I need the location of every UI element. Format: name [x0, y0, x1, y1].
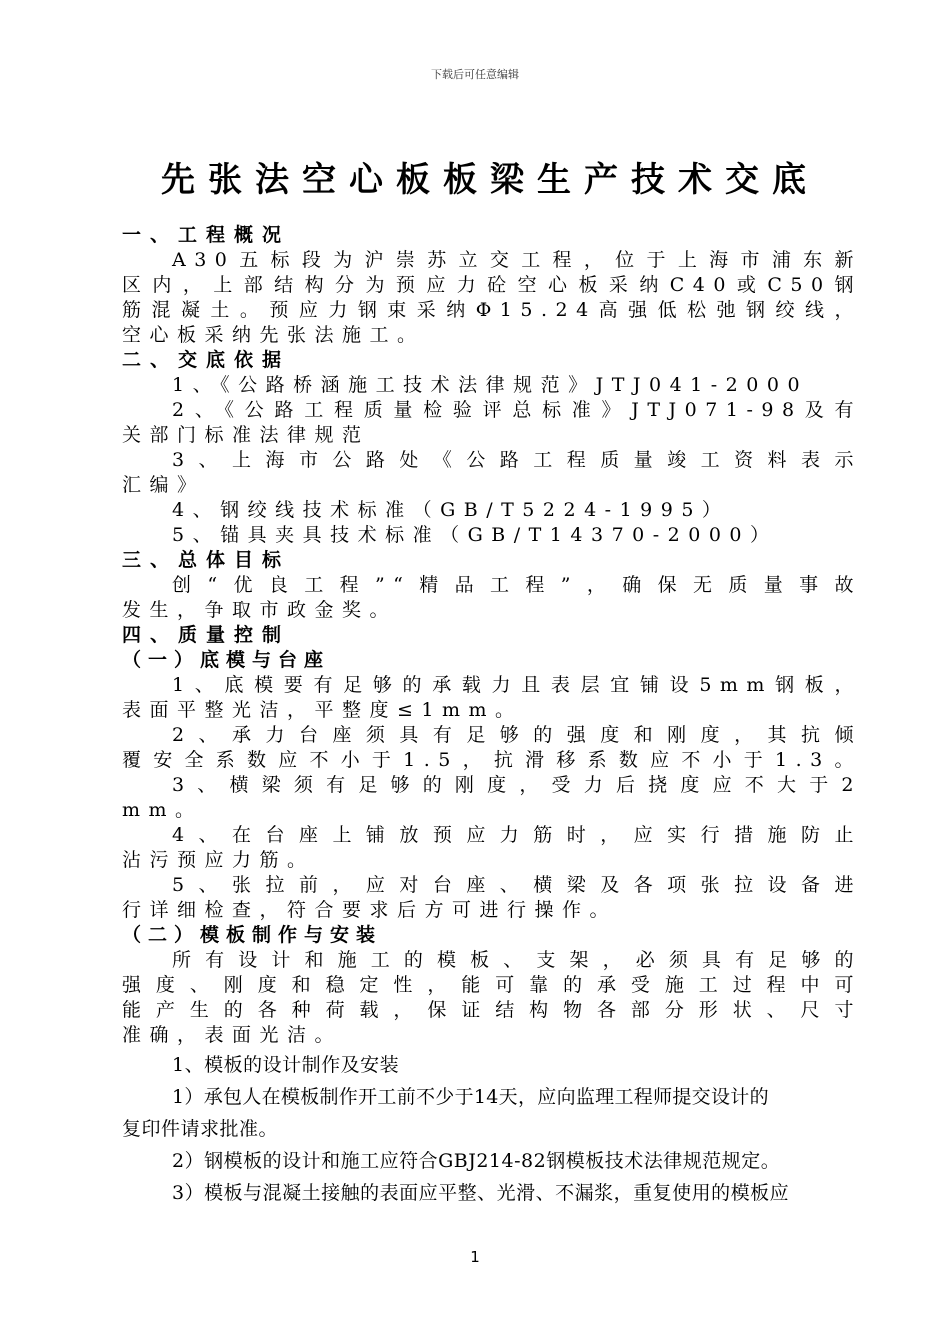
section-heading: 二、交底依据 [122, 349, 291, 371]
subsection-heading: （一）底模与台座 [122, 649, 331, 671]
section-heading: 四、质量控制 [122, 624, 291, 646]
paragraph-line: 筋混凝土。预应力钢束采纳Φ15.24高强低松弛钢绞线， [122, 299, 862, 321]
list-item: 3、横梁须有足够的刚度，受力后挠度应不大于2 [172, 774, 862, 796]
list-item: 行详细检查，符合要求后方可进行操作。 [122, 899, 618, 921]
list-item: 覆安全系数应不小于1.5，抗滑移系数应不小于1.3。 [122, 749, 862, 771]
paragraph-line: 区内，上部结构分为预应力砼空心板采纳C40或C50钢 [122, 274, 862, 296]
subsection-heading: （二）模板制作与安装 [122, 924, 383, 946]
list-item: 1、模板的设计制作及安装 [172, 1054, 400, 1076]
paragraph-line: 强度、刚度和稳定性，能可靠的承受施工过程中可 [122, 974, 862, 996]
list-item: 4、钢绞线技术标准（GB/T5224-1995） [172, 499, 730, 521]
paragraph-line: 所有设计和施工的模板、支架，必须具有足够的 [172, 949, 862, 971]
list-item: 2）钢模板的设计和施工应符合GBJ214-82钢模板技术法律规范规定。 [172, 1150, 781, 1172]
list-item: 2、《公路工程质量检验评总标准》JTJ071-98及有 [172, 399, 862, 421]
list-item: 5、锚具夹具技术标准（GB/T14370-2000） [172, 524, 778, 546]
paragraph-line: 准确，表面光洁。 [122, 1024, 343, 1046]
section-heading: 三、总体目标 [122, 549, 291, 571]
paragraph-line: 能产生的各种荷载，保证结构物各部分形状、尺寸 [122, 999, 862, 1021]
list-item: 1、《公路桥涵施工技术法律规范》JTJ041-2000 [172, 374, 809, 396]
page-number: 1 [470, 1248, 480, 1266]
paragraph-line: 创“优良工程”“精品工程”，确保无质量事故 [172, 574, 862, 596]
section-heading: 一、工程概况 [122, 224, 291, 246]
list-item: 汇编》 [122, 474, 205, 496]
paragraph-line: A30五标段为沪崇苏立交工程，位于上海市浦东新 [172, 249, 862, 271]
header-note: 下载后可任意编辑 [431, 68, 519, 81]
list-item: 3）模板与混凝土接触的表面应平整、光滑、不漏浆，重复使用的模板应 [172, 1182, 790, 1204]
list-item: 4、在台座上铺放预应力筋时，应实行措施防止 [172, 824, 862, 846]
list-item: 1、底模要有足够的承载力且表层宜铺设5mm钢板， [172, 674, 862, 696]
list-item: 表面平整光洁，平整度≤1mm。 [122, 699, 523, 721]
list-item: 复印件请求批准。 [122, 1118, 279, 1140]
list-item: 3、上海市公路处《公路工程质量竣工资料表示 [172, 449, 862, 471]
list-item: 2、承力台座须具有足够的强度和刚度，其抗倾 [172, 724, 862, 746]
list-item: 关部门标准法律规范 [122, 424, 370, 446]
list-item: mm。 [122, 799, 203, 821]
paragraph-line: 发生，争取市政金奖。 [122, 599, 398, 621]
list-item: 5、张拉前，应对台座、横梁及各项张拉设备进 [172, 874, 862, 896]
paragraph-line: 空心板采纳先张法施工。 [122, 324, 425, 346]
document-title: 先张法空心板板梁生产技术交底 [161, 160, 819, 200]
list-item: 1）承包人在模板制作开工前不少于14天，应向监理工程师提交设计的 [172, 1086, 769, 1108]
list-item: 沾污预应力筋。 [122, 849, 315, 871]
